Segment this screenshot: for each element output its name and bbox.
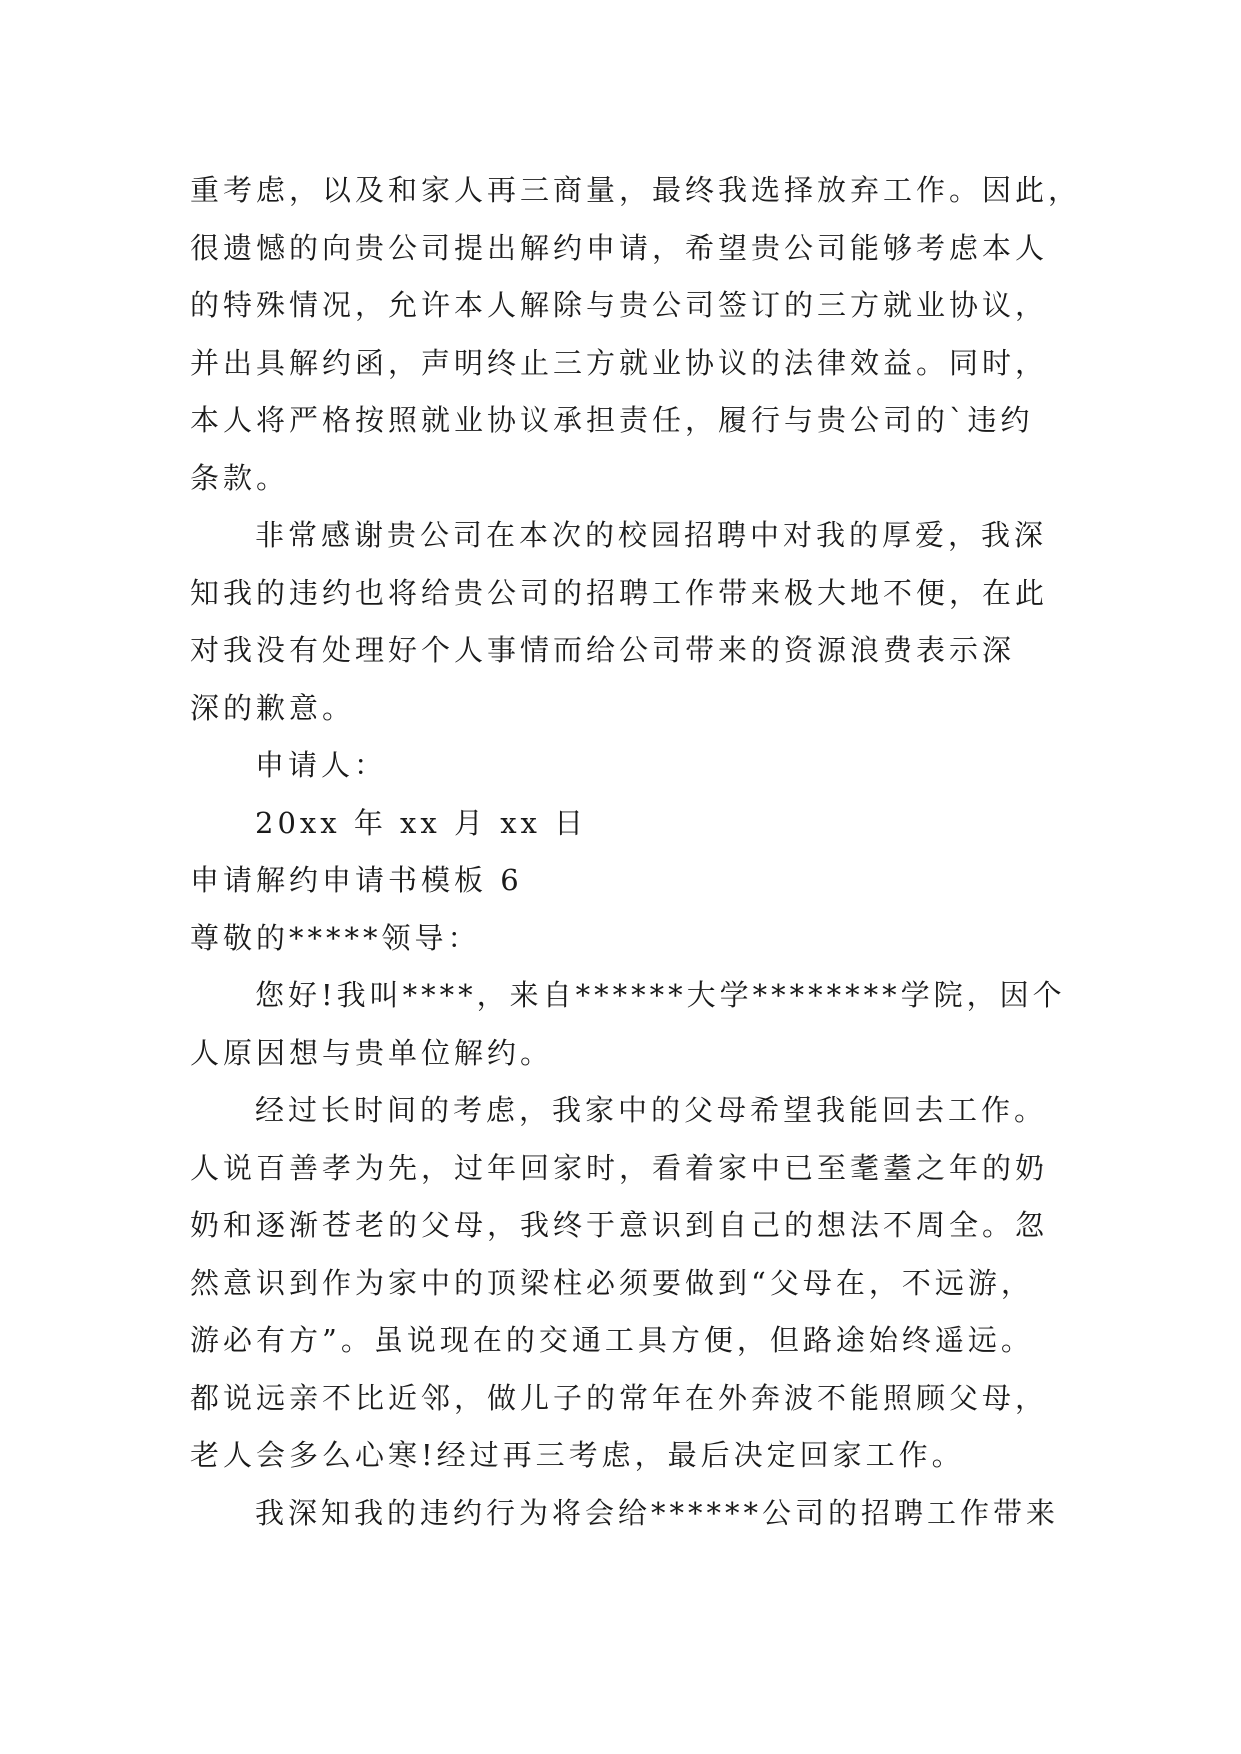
text-line: 游必有方”。虽说现在的交通工具方便，但路途始终遥远。 — [190, 1323, 1034, 1357]
text-line: 的特殊情况，允许本人解除与贵公司签订的三方就业协议， — [190, 288, 1049, 322]
text-line: 人原因想与贵单位解约。 — [190, 1035, 554, 1070]
text-line: 老人会多么心寒!经过再三考虑，最后决定回家工作。 — [190, 1438, 965, 1472]
text-line: 重考虑，以及和家人再三商量，最终我选择放弃工作。因此， — [190, 173, 1082, 207]
text-line: 奶和逐渐苍老的父母，我终于意识到自己的想法不周全。忽 — [190, 1208, 1049, 1242]
text-line: 并出具解约函，声明终止三方就业协议的法律效益。同时， — [190, 345, 1049, 380]
text-line: 深的歉意。 — [190, 690, 356, 725]
paragraph-start-line: 我深知我的违约行为将会给******公司的招聘工作带来 — [255, 1495, 1060, 1530]
section-title: 申请解约申请书模板 6 — [190, 863, 523, 897]
text-line: 很遗憾的向贵公司提出解约申请，希望贵公司能够考虑本人 — [190, 230, 1049, 265]
text-line: 本人将严格按照就业协议承担责任，履行与贵公司的`违约 — [190, 403, 1034, 437]
text-line: 人说百善孝为先，过年回家时，看着家中已至耄耋之年的奶 — [190, 1150, 1049, 1185]
applicant-label: 申请人： — [255, 748, 388, 782]
document-body — [190, 162, 1082, 1542]
salutation: 尊敬的*****领导： — [190, 920, 481, 955]
text-line: 然意识到作为家中的顶梁柱必须要做到“父母在，不远游， — [190, 1265, 1034, 1300]
paragraph-start-line: 非常感谢贵公司在本次的校园招聘中对我的厚爱，我深 — [255, 518, 1048, 552]
date-line: 20xx 年 xx 月 xx 日 — [255, 805, 588, 840]
paragraph-start-line: 您好!我叫****，来自******大学********学院，因个 — [255, 978, 1066, 1012]
text-line: 条款。 — [190, 460, 290, 495]
text-line: 都说远亲不比近邻，做儿子的常年在外奔波不能照顾父母， — [190, 1380, 1049, 1415]
paragraph-start-line: 经过长时间的考虑，我家中的父母希望我能回去工作。 — [255, 1093, 1048, 1127]
text-line: 知我的违约也将给贵公司的招聘工作带来极大地不便，在此 — [190, 575, 1049, 610]
text-line: 对我没有处理好个人事情而给公司带来的资源浪费表示深 — [190, 633, 1016, 667]
